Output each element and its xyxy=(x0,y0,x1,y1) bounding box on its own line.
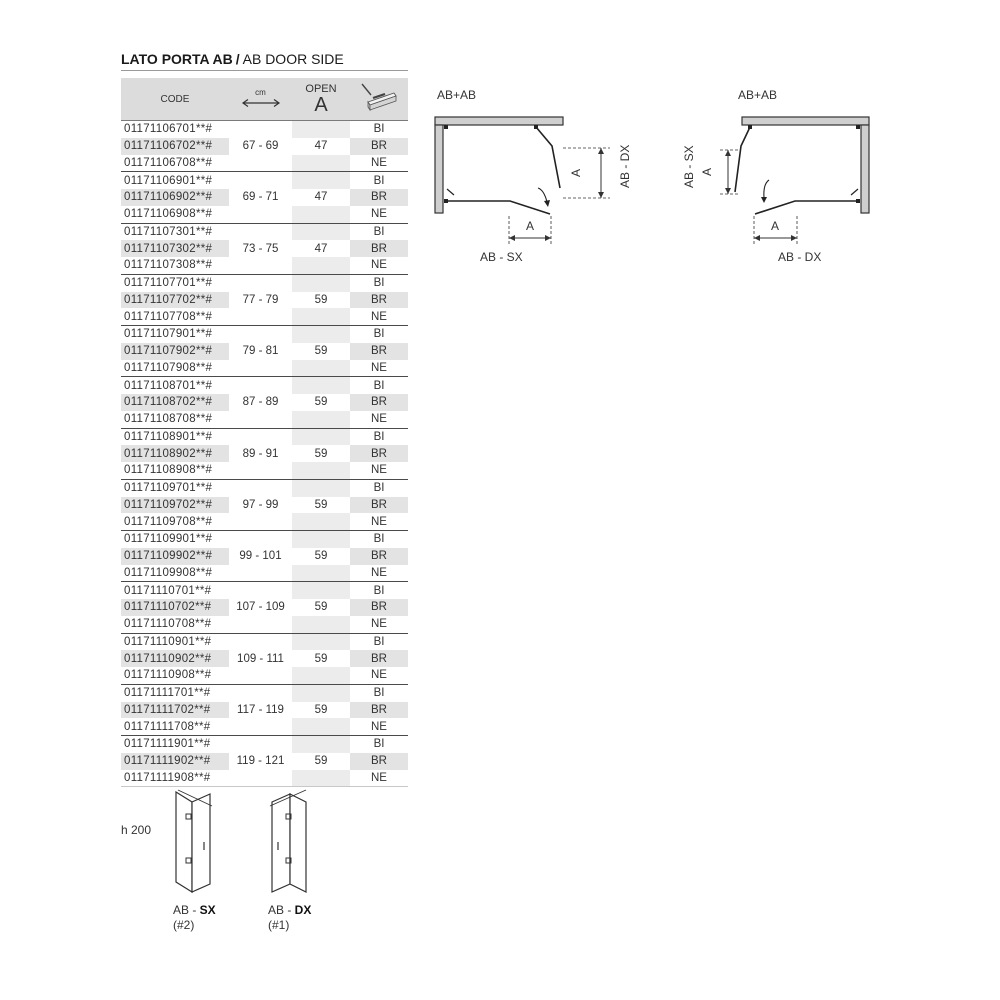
code-cell: 01171106701**# xyxy=(124,123,213,136)
cm-cell xyxy=(229,718,292,735)
diagram-right-top-wall xyxy=(742,117,869,125)
table-row xyxy=(121,736,408,753)
diagram-right-bottom-label: AB - DX xyxy=(778,250,822,264)
code-cell: 01171107708**# xyxy=(124,310,213,323)
cm-cell xyxy=(229,428,292,445)
code-cell: 01171107902**# xyxy=(121,343,229,360)
open-cell xyxy=(292,223,350,240)
finish-cell: BR xyxy=(350,497,408,514)
open-cell: 59 xyxy=(314,550,328,563)
cm-cell xyxy=(229,360,292,377)
diagram-right-dim-a-vertical: A xyxy=(700,167,714,177)
diagram-left-dim-a-vertical: A xyxy=(569,168,583,178)
open-cell: 59 xyxy=(314,703,328,716)
cm-cell xyxy=(229,308,292,325)
code-cell: 01171108908**# xyxy=(124,464,213,477)
open-cell xyxy=(292,326,350,343)
cm-cell: 107 - 109 xyxy=(236,601,285,614)
code-cell: 01171107302**# xyxy=(121,240,229,257)
table-row xyxy=(121,616,408,633)
diagram-right-title: AB+AB xyxy=(738,88,778,102)
table-row xyxy=(121,360,408,377)
open-cell xyxy=(292,308,350,325)
code-cell: 01171108901**# xyxy=(121,428,229,445)
cm-cell xyxy=(229,531,292,548)
code-cell: 01171108902**# xyxy=(121,445,229,462)
code-cell: 01171109902**# xyxy=(121,548,229,565)
door-dx-prefix: AB - xyxy=(268,903,295,917)
open-cell xyxy=(292,257,350,274)
finish-cell: BR xyxy=(350,138,408,155)
finish-cell: BI xyxy=(350,633,408,650)
title-bold: LATO PORTA AB xyxy=(121,51,233,67)
cm-cell xyxy=(229,223,292,240)
page-title xyxy=(121,51,344,67)
open-cell: 59 xyxy=(314,396,328,409)
cm-cell: 77 - 79 xyxy=(242,293,279,306)
code-cell: 01171111901**# xyxy=(121,736,229,753)
diagram-left-side-label: AB - DX xyxy=(618,144,632,188)
code-cell: 01171108702**# xyxy=(121,394,229,411)
door-sx-prefix: AB - xyxy=(173,903,200,917)
diagram-right-door-sx xyxy=(755,201,858,214)
open-cell xyxy=(292,155,350,172)
diagram-left-title: AB+AB xyxy=(437,88,477,102)
diagram-left-door-sx xyxy=(446,201,550,214)
finish-cell: BR xyxy=(350,650,408,667)
table-row xyxy=(121,240,408,257)
cm-cell xyxy=(229,513,292,530)
code-cell: 01171108708**# xyxy=(124,413,213,426)
code-cell: 01171109908**# xyxy=(124,566,213,579)
diagram-left-dim-a-horizontal: A xyxy=(525,219,535,233)
finish-cell: BI xyxy=(373,123,385,136)
finish-cell: NE xyxy=(371,669,387,682)
code-cell: 01171110708**# xyxy=(124,618,212,631)
open-cell xyxy=(292,172,350,189)
table-row xyxy=(121,343,408,360)
finish-cell: NE xyxy=(371,156,387,169)
open-cell xyxy=(292,479,350,496)
cm-cell xyxy=(229,633,292,650)
code-cell: 01171107308**# xyxy=(124,259,213,272)
cm-cell: 69 - 71 xyxy=(242,191,279,204)
diagram-left xyxy=(430,110,640,250)
cm-cell xyxy=(229,206,292,223)
cm-cell xyxy=(229,155,292,172)
code-cell: 01171110902**# xyxy=(121,650,229,667)
finish-cell: NE xyxy=(371,413,387,426)
table-row xyxy=(121,121,408,138)
finish-cell: NE xyxy=(371,720,387,733)
table-row xyxy=(121,411,408,428)
open-cell xyxy=(292,428,350,445)
door-dx-side: DX xyxy=(294,903,312,917)
table-row xyxy=(121,718,408,735)
open-cell xyxy=(292,462,350,479)
finish-cell: BI xyxy=(350,684,408,701)
finish-cell: BR xyxy=(350,292,408,309)
code-cell: 01171106908**# xyxy=(124,208,213,221)
diagram-left-bottom-label: AB - SX xyxy=(480,250,523,264)
table-row xyxy=(121,770,408,787)
diagram-right-side-wall xyxy=(861,125,869,213)
cm-cell xyxy=(229,274,292,291)
code-cell: 01171111902**# xyxy=(121,753,229,770)
diagram-right xyxy=(665,110,875,250)
finish-cell: BR xyxy=(350,599,408,616)
finish-cell: BI xyxy=(350,223,408,240)
cm-cell: 79 - 81 xyxy=(242,345,279,358)
cm-cell: 109 - 111 xyxy=(237,652,284,665)
code-cell: 01171107702**# xyxy=(121,292,229,309)
table-row xyxy=(121,462,408,479)
table-row xyxy=(121,206,408,223)
open-cell xyxy=(292,121,350,138)
profile-icon xyxy=(359,80,399,116)
table-row xyxy=(121,582,408,599)
header-open-label: OPEN xyxy=(305,83,337,95)
diagram-left-door-dx xyxy=(536,127,560,188)
header-open-letter: A xyxy=(314,94,328,116)
finish-cell: BR xyxy=(350,343,408,360)
finish-cell: NE xyxy=(371,361,387,374)
door-dx-drawing xyxy=(264,788,314,898)
table-row xyxy=(121,702,408,719)
finish-cell: BI xyxy=(350,274,408,291)
cm-cell: 97 - 99 xyxy=(242,498,279,511)
open-cell xyxy=(292,684,350,701)
cm-cell xyxy=(229,411,292,428)
open-cell xyxy=(292,531,350,548)
open-cell: 59 xyxy=(314,652,328,665)
table-row xyxy=(121,394,408,411)
finish-cell: NE xyxy=(371,515,387,528)
code-cell: 01171106902**# xyxy=(121,189,229,206)
door-dx-caption xyxy=(268,903,311,933)
cm-cell xyxy=(229,667,292,684)
finish-cell: BI xyxy=(350,736,408,753)
finish-cell: BI xyxy=(350,326,408,343)
table-row xyxy=(121,513,408,530)
door-sx-side: SX xyxy=(199,903,216,917)
code-cell: 01171107701**# xyxy=(121,274,229,291)
cm-cell xyxy=(229,172,292,189)
finish-cell: NE xyxy=(371,310,387,323)
open-cell: 47 xyxy=(314,140,328,153)
title-normal: AB DOOR SIDE xyxy=(242,51,344,67)
table-row xyxy=(121,138,408,155)
finish-cell: BR xyxy=(350,702,408,719)
open-cell: 59 xyxy=(314,447,328,460)
codes-table xyxy=(121,78,408,787)
table-row xyxy=(121,257,408,274)
open-cell xyxy=(292,770,350,787)
cm-cell xyxy=(229,684,292,701)
door-sx-number: (#2) xyxy=(173,918,195,932)
finish-cell: BI xyxy=(350,479,408,496)
finish-cell: NE xyxy=(371,208,387,221)
finish-cell: NE xyxy=(350,770,408,787)
open-cell: 47 xyxy=(314,191,328,204)
finish-cell: BR xyxy=(350,189,408,206)
door-sx-drawing xyxy=(168,788,218,898)
header-open xyxy=(292,78,350,121)
cm-cell xyxy=(229,479,292,496)
code-cell: 01171110901**# xyxy=(121,633,229,650)
open-cell: 59 xyxy=(314,755,328,768)
open-cell xyxy=(292,633,350,650)
cm-cell xyxy=(229,326,292,343)
finish-cell: BR xyxy=(350,548,408,565)
height-label: h 200 xyxy=(121,823,152,837)
open-cell: 59 xyxy=(314,293,328,306)
open-cell xyxy=(292,360,350,377)
finish-cell: BI xyxy=(350,428,408,445)
open-cell xyxy=(292,274,350,291)
cm-cell: 87 - 89 xyxy=(242,396,279,409)
finish-cell: NE xyxy=(371,566,387,579)
open-cell xyxy=(292,667,350,684)
finish-cell: BR xyxy=(350,753,408,770)
cm-cell: 117 - 119 xyxy=(237,703,284,716)
header-cm-label: cm xyxy=(255,87,266,97)
table-row xyxy=(121,155,408,172)
open-cell xyxy=(292,582,350,599)
cm-cell: 89 - 91 xyxy=(242,447,279,460)
code-cell: 01171109708**# xyxy=(124,515,213,528)
open-cell xyxy=(292,718,350,735)
finish-cell: BI xyxy=(350,531,408,548)
open-cell xyxy=(292,736,350,753)
table-row xyxy=(121,428,408,445)
code-cell: 01171109701**# xyxy=(121,479,229,496)
cm-cell xyxy=(229,257,292,274)
diagram-right-dim-a-horizontal: A xyxy=(770,219,780,233)
open-cell xyxy=(292,411,350,428)
code-cell: 01171111908**# xyxy=(121,770,229,787)
title-rule xyxy=(121,70,408,71)
open-cell: 59 xyxy=(314,498,328,511)
code-cell: 01171106702**# xyxy=(121,138,229,155)
code-cell: 01171110702**# xyxy=(121,599,229,616)
cm-cell xyxy=(229,565,292,582)
finish-cell: BR xyxy=(350,445,408,462)
open-cell: 59 xyxy=(314,601,328,614)
code-cell: 01171107901**# xyxy=(121,326,229,343)
table-row xyxy=(121,326,408,343)
code-cell: 01171107301**# xyxy=(121,223,229,240)
code-cell: 01171110701**# xyxy=(121,582,229,599)
code-cell: 01171108701**# xyxy=(121,377,229,394)
finish-cell: NE xyxy=(371,618,387,631)
finish-cell: NE xyxy=(371,464,387,477)
cm-cell xyxy=(229,121,292,138)
open-cell: 59 xyxy=(314,345,328,358)
code-cell: 01171110908**# xyxy=(124,669,212,682)
table-row xyxy=(121,445,408,462)
cm-cell: 73 - 75 xyxy=(242,242,279,255)
open-cell xyxy=(292,513,350,530)
cm-cell xyxy=(229,582,292,599)
table-row xyxy=(121,667,408,684)
diagram-left-top-wall xyxy=(435,117,563,125)
double-arrow-icon xyxy=(241,98,281,108)
code-cell: 01171106901**# xyxy=(121,172,229,189)
code-cell: 01171111702**# xyxy=(121,702,229,719)
finish-cell: BI xyxy=(350,377,408,394)
code-cell: 01171111708**# xyxy=(124,720,211,733)
open-cell xyxy=(292,565,350,582)
table-row xyxy=(121,479,408,496)
open-cell xyxy=(292,616,350,633)
header-finish xyxy=(350,78,408,121)
table-row xyxy=(121,650,408,667)
cm-cell xyxy=(229,736,292,753)
table-row xyxy=(121,599,408,616)
table-row xyxy=(121,274,408,291)
finish-cell: BR xyxy=(350,394,408,411)
open-cell: 47 xyxy=(314,242,328,255)
diagram-left-side-wall xyxy=(435,125,443,213)
table-row xyxy=(121,633,408,650)
cm-cell xyxy=(229,616,292,633)
diagram-right-side-label: AB - SX xyxy=(682,145,696,188)
table-row xyxy=(121,548,408,565)
table-header-row xyxy=(121,78,408,121)
finish-cell: BR xyxy=(350,240,408,257)
cm-cell: 119 - 121 xyxy=(236,755,285,768)
header-cm xyxy=(229,78,292,121)
open-cell xyxy=(292,206,350,223)
diagram-right-door-dx xyxy=(735,127,750,192)
cm-cell: 99 - 101 xyxy=(239,550,282,563)
table-row xyxy=(121,565,408,582)
table-row xyxy=(121,292,408,309)
code-cell: 01171109702**# xyxy=(121,497,229,514)
table-row xyxy=(121,223,408,240)
finish-cell: NE xyxy=(371,259,387,272)
table-row xyxy=(121,172,408,189)
cm-cell xyxy=(229,462,292,479)
finish-cell: BI xyxy=(350,582,408,599)
cm-cell xyxy=(229,377,292,394)
table-row xyxy=(121,753,408,770)
door-sx-caption xyxy=(173,903,216,933)
table-row xyxy=(121,308,408,325)
cm-cell xyxy=(229,770,292,787)
code-cell: 01171111701**# xyxy=(121,684,229,701)
title-separator: / xyxy=(235,51,240,67)
table-row xyxy=(121,684,408,701)
table-row xyxy=(121,531,408,548)
open-cell xyxy=(292,377,350,394)
codes-table-body xyxy=(121,121,408,787)
code-cell: 01171109901**# xyxy=(121,531,229,548)
header-code: CODE xyxy=(121,78,229,121)
code-cell: 01171106708**# xyxy=(124,156,213,169)
table-row xyxy=(121,497,408,514)
table-row xyxy=(121,377,408,394)
code-cell: 01171107908**# xyxy=(124,361,213,374)
cm-cell: 67 - 69 xyxy=(242,140,279,153)
finish-cell: BI xyxy=(350,172,408,189)
table-row xyxy=(121,189,408,206)
door-dx-number: (#1) xyxy=(268,918,290,932)
